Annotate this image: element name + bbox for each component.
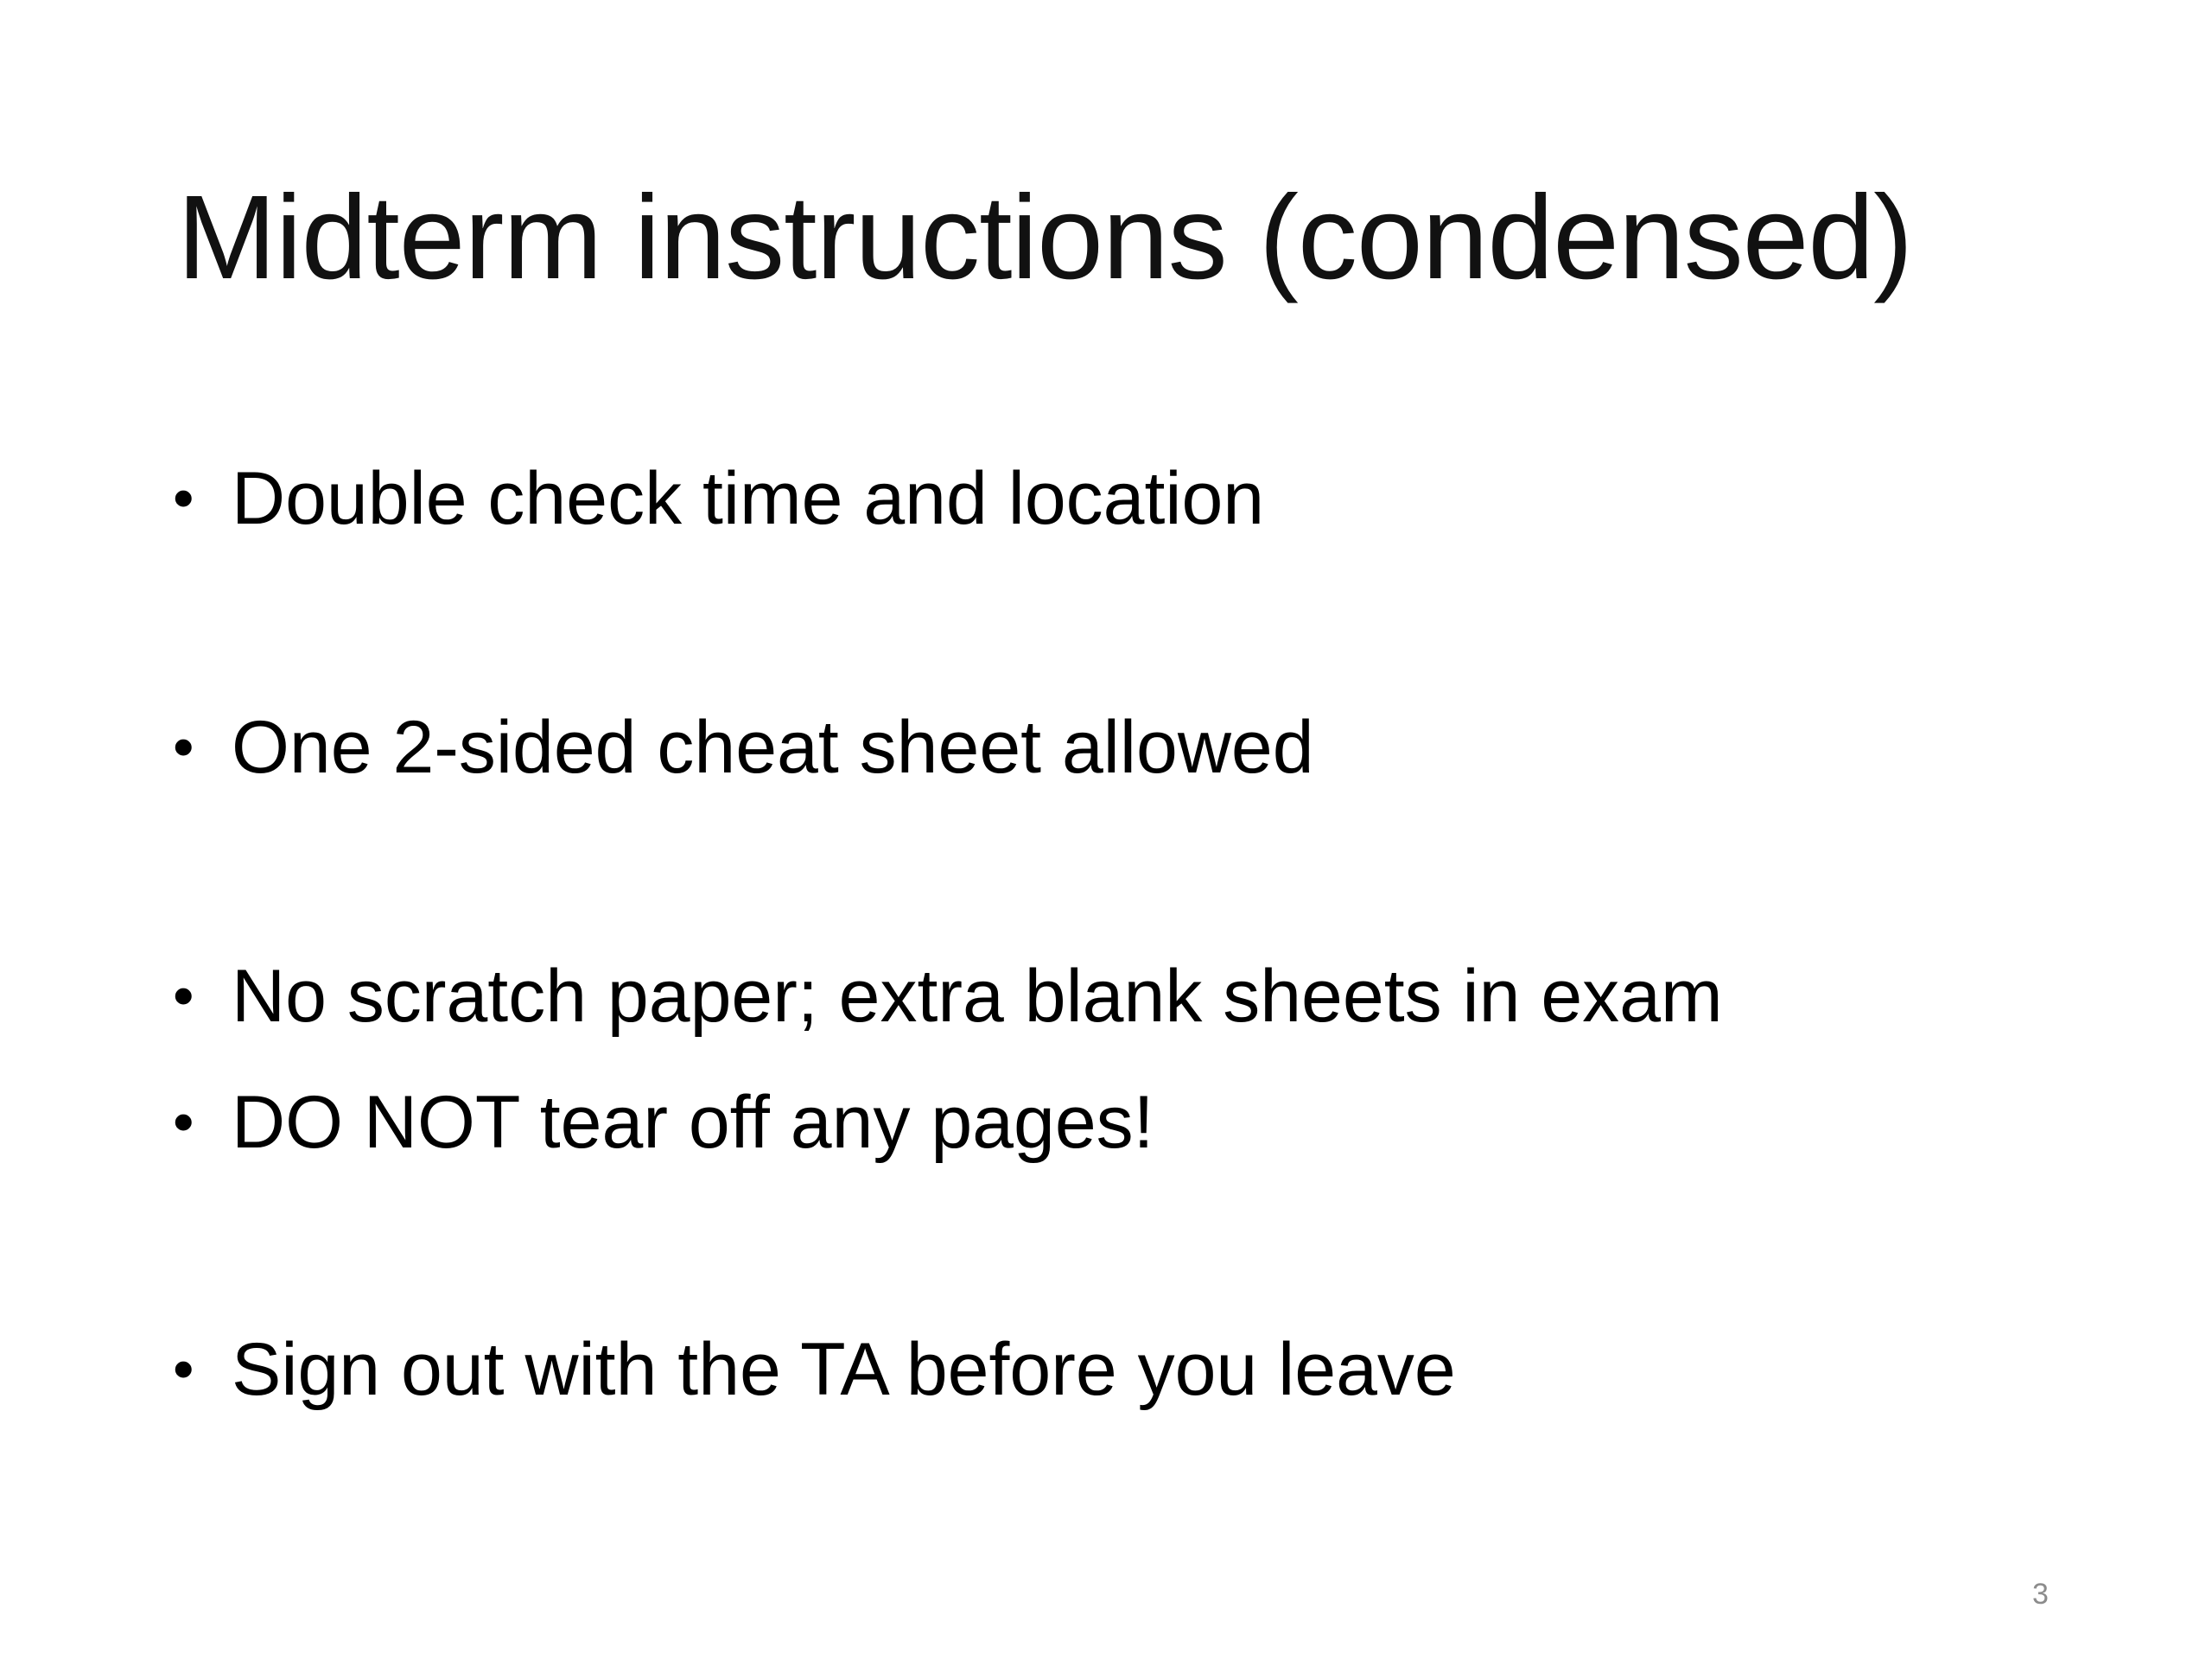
bullet-text: Double check time and location [232,457,1265,540]
bullet-item-2 [173,707,1314,789]
bullet-item-4 [173,1082,1154,1164]
bullet-marker: • [173,1335,194,1402]
slide-title: Midterm instructions (condensed) [177,171,1913,304]
bullet-marker: • [173,464,194,531]
bullet-text: Sign out with the TA before you leave [232,1328,1456,1411]
bullet-marker: • [173,713,194,780]
bullet-marker: • [173,1088,194,1155]
bullet-text: No scratch paper; extra blank sheets in exam [232,955,1723,1038]
bullet-marker: • [173,962,194,1029]
bullet-text: DO NOT tear off any pages! [232,1081,1154,1164]
bullet-item-1 [173,458,1264,540]
bullet-text: One 2-sided cheat sheet allowed [232,706,1314,789]
bullet-item-5 [173,1329,1456,1411]
bullet-item-3 [173,956,1723,1038]
page-number: 3 [2032,1578,2049,1611]
